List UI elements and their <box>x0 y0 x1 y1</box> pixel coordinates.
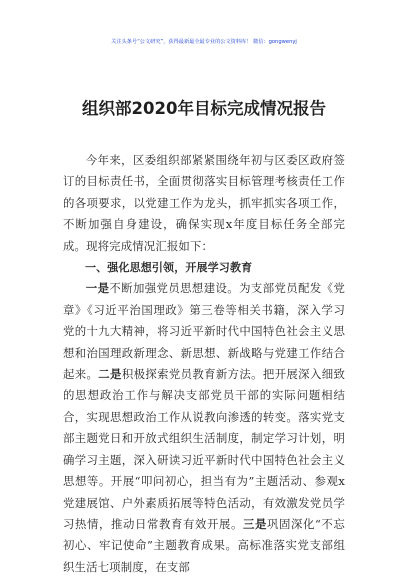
point-text-2: 积极探索党员教育新方法。把开展深入细致的思想政治工作与解决支部党员干部的实际问题相结合，实现思想政治工作从说教向渗透的转变。落实党支部主题党日和开放式组织生活制度，制定学习计划，明确学习主题，深入研读习近平新时代中国特色社会主义思想等。开展“叩问初心，担当有为”主题活动、参观x党建展馆、户外素质拓展等特色活动，有效激发党员学习热情，推动日常教育有效开展。 <box>63 367 345 531</box>
point-lead-2: 二是 <box>98 367 122 382</box>
intro-paragraph: 今年来，区委组织部紧紧围绕年初与区委区政府签订的目标责任书，全面贯彻落实目标管理考核责任工作的各项要求，以党建工作为龙头，抓牢抓实各项工作，不断加强自身建设，确保实现x年度目标任务全部完成。现将完成情况汇报如下： <box>63 153 345 253</box>
point-lead-3: 三是 <box>243 516 267 531</box>
document-title: 组织部2020年目标完成情况报告 <box>82 99 326 118</box>
point-lead-1: 一是 <box>85 281 110 296</box>
header-note: 关注头条号“公文研究”，获得最新最全最专业的公文资料库！ 微信：gongwenyj <box>111 39 297 45</box>
body-paragraph <box>63 278 345 578</box>
document-body <box>63 150 345 578</box>
point-text-1: 不断加强党员思想建设。为支部党员配发《党章》《习近平治国理政》第三卷等相关书籍，深入学习党的十九大精神，将习近平新时代中国特色社会主义思想和治国理政新理念、新思想、新战略与党建工作结合起来。 <box>63 281 345 382</box>
point-text-3: 巩固深化“不忘初心、牢记使命”主题教育成果。高标准落实党支部组织生活七项制度，在支部 <box>63 516 345 574</box>
section-heading: 一、强化思想引领，开展学习教育 <box>85 261 253 275</box>
